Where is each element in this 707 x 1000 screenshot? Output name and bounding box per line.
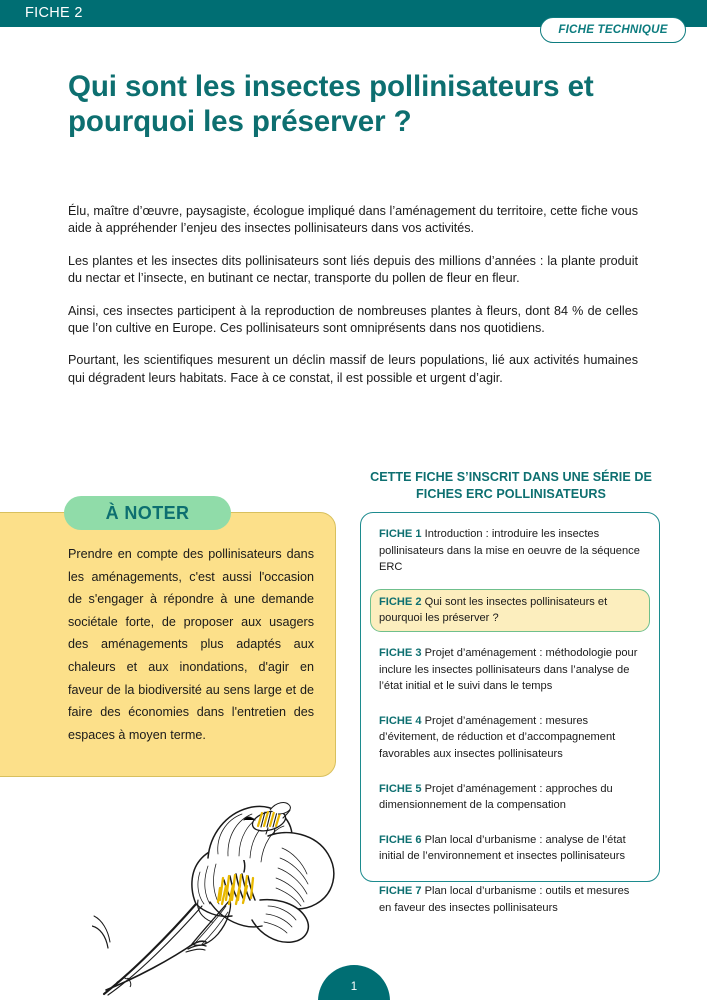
a-noter-pill-label: À NOTER (105, 503, 190, 523)
fiche-list-item-number: FICHE 2 (379, 595, 422, 608)
intro-paragraph-3: Ainsi, ces insectes participent à la reproduction de nombreuses plantes à fleurs, dont 84 % de celles que l’on cultive en Europe. Ces pollinisateurs sont omniprésents dans nos quotidiens. (68, 303, 638, 336)
series-list (360, 512, 660, 914)
page-title: Qui sont les insectes pollinisateurs et pourquoi les préserver ? (68, 70, 594, 138)
intro-paragraph-1: Élu, maître d’œuvre, paysagiste, écologue impliqué dans l’aménagement du territoire, cette fiche vous aide à appréhender l’enjeu des insectes pollinisateurs dans vos activités. (68, 204, 638, 236)
fiche-list-item[interactable] (370, 776, 650, 819)
fiche-list-item-number: FICHE 1 (379, 528, 422, 540)
page-number-badge (318, 965, 390, 1000)
fiche-list-item-text: Projet d’aménagement : mesures d’évitement, de réduction et d’accompagnement favorables aux insectes pollinisateurs (379, 714, 616, 760)
header-fiche-label: FICHE 2 (25, 5, 83, 21)
fiche-list-item-number: FICHE 6 (379, 833, 422, 846)
fiche-list-item[interactable] (370, 878, 650, 921)
fiche-list-item-current[interactable] (370, 589, 650, 632)
fiche-list-item[interactable] (370, 640, 650, 700)
fiche-list-item-text: Plan local d’urbanisme : outils et mesures en faveur des insectes pollinisateurs (379, 884, 630, 914)
poppy-flower-with-bee-drawing (92, 776, 354, 1000)
intro-paragraph-2: Les plantes et les insectes dits pollinisateurs sont liés depuis des millions d’années : la plante produit du nectar et l’insecte, en butinant ce nectar, transporte du pollen de fleur en fleur. (68, 253, 638, 286)
fiche-list-item-text: Plan local d’urbanisme : analyse de l’état initial de l’environnement et insectes pollinisateurs (379, 833, 626, 863)
series-heading: CETTE FICHE S’INSCRIT DANS UNE SÉRIE DE FICHES ERC POLLINISATEURS (370, 470, 652, 501)
fiche-list-item-text: Projet d’aménagement : approches du dimensionnement de la compensation (379, 782, 613, 812)
fiche-list-item[interactable] (370, 827, 650, 870)
fiche-list-item-text: Qui sont les insectes pollinisateurs et pourquoi les préserver ? (379, 595, 608, 625)
fiche-list-item-number: FICHE 5 (379, 782, 422, 795)
stamen-cluster (218, 875, 253, 904)
fiche-list-item-text: Introduction : introduire les insectes pollinisateurs dans la mise en oeuvre de la séquence ERC (379, 528, 640, 574)
fiche-list-item-number: FICHE 3 (379, 646, 422, 659)
fiche-list-item-text: Projet d’aménagement : méthodologie pour inclure les insectes pollinisateurs dans l’analyse de l’état initial et le suivi dans le temps (379, 646, 638, 693)
a-noter-body-text: Prendre en compte des pollinisateurs dans les aménagements, c'est aussi l'occasion de s'engager à répondre à une demande sociétale forte, de proposer aux usagers des aménagements plus adaptés aux chaleurs et aux inondations, d'agir en faveur de la biodiversité au sens large et de faire des économies dans l'entretien des espaces à moyen terme. (68, 547, 314, 742)
fiche-list-item-number: FICHE 4 (379, 714, 422, 727)
a-noter-pill (64, 496, 231, 530)
fiche-list-item-number: FICHE 7 (379, 884, 422, 897)
fiche-list-item[interactable] (370, 521, 650, 581)
fiche-technique-badge-label: FICHE TECHNIQUE (558, 23, 668, 36)
intro-paragraph-4: Pourtant, les scientifiques mesurent un déclin massif de leurs populations, lié aux activités humaines qui dégradent leurs habitats. Face à ce constat, il est possible et urgent d’agir. (68, 353, 638, 385)
page-number-value: 1 (350, 981, 358, 993)
fiche-list-item[interactable] (370, 708, 650, 768)
intro-paragraphs (68, 203, 638, 387)
fiche-technique-badge (540, 17, 686, 43)
